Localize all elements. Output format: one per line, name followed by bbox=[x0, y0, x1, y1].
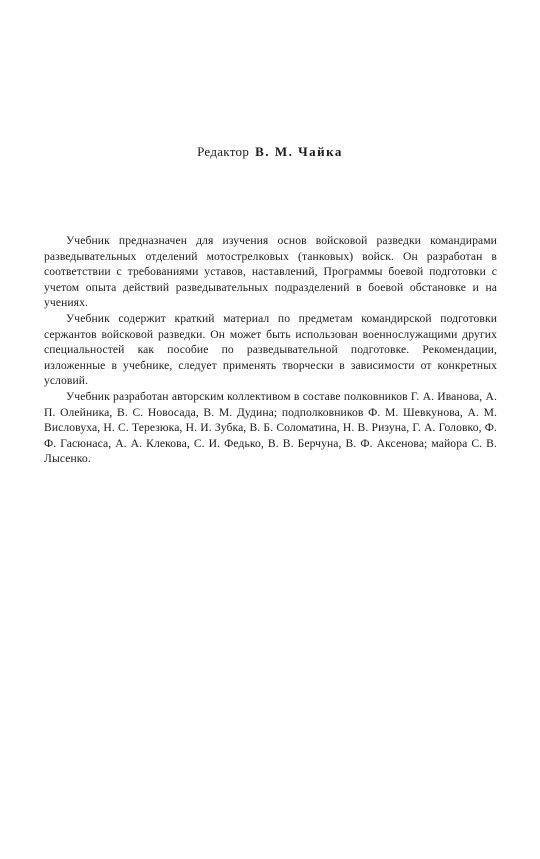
editor-label: Редактор bbox=[197, 144, 250, 159]
annotation-paragraph-purpose: Учебник предназначен для изучения основ войсковой разведки командирами разведывательных отделений мотострелковых (танковых) войск. Он разработан в соответствии с требованиями уставов, наставлений, Программы боевой подготовки с учетом опыта действий разведывательных подразделений в боевой обстановке и на учениях. bbox=[44, 234, 497, 310]
annotation-paragraph-authors: Учебник разработан авторским коллективом в составе полковников Г. А. Иванова, А. П. Олейника, В. С. Новосада, В. М. Дудина; подполковников Ф. М. Шевкунова, А. М. Висловуха, Н. С. Терезюка, Н. И. Зубка, В. Б. Соломатина, Н. В. Ризуна, Г. А. Головко, Ф. Ф. Гасюнаса, А. А. Клекова, С. И. Федько, В. В. Берчуна, В. Ф. Аксенова; майора С. В. Лысенко. bbox=[44, 389, 497, 466]
editor-credit bbox=[0, 144, 540, 160]
book-annotation bbox=[44, 233, 497, 467]
annotation-paragraph-content: Учебник содержит краткий материал по предметам командирской подготовки сержантов войсковой разведки. Он может быть использован военнослужащими других специальностей как пособие по разведывательной подготовке. Рекомендации, изложенные в учебнике, следует применять творчески в зависимости от конкретных условий. bbox=[44, 311, 497, 388]
editor-name: В. М. Чайка bbox=[255, 144, 343, 159]
